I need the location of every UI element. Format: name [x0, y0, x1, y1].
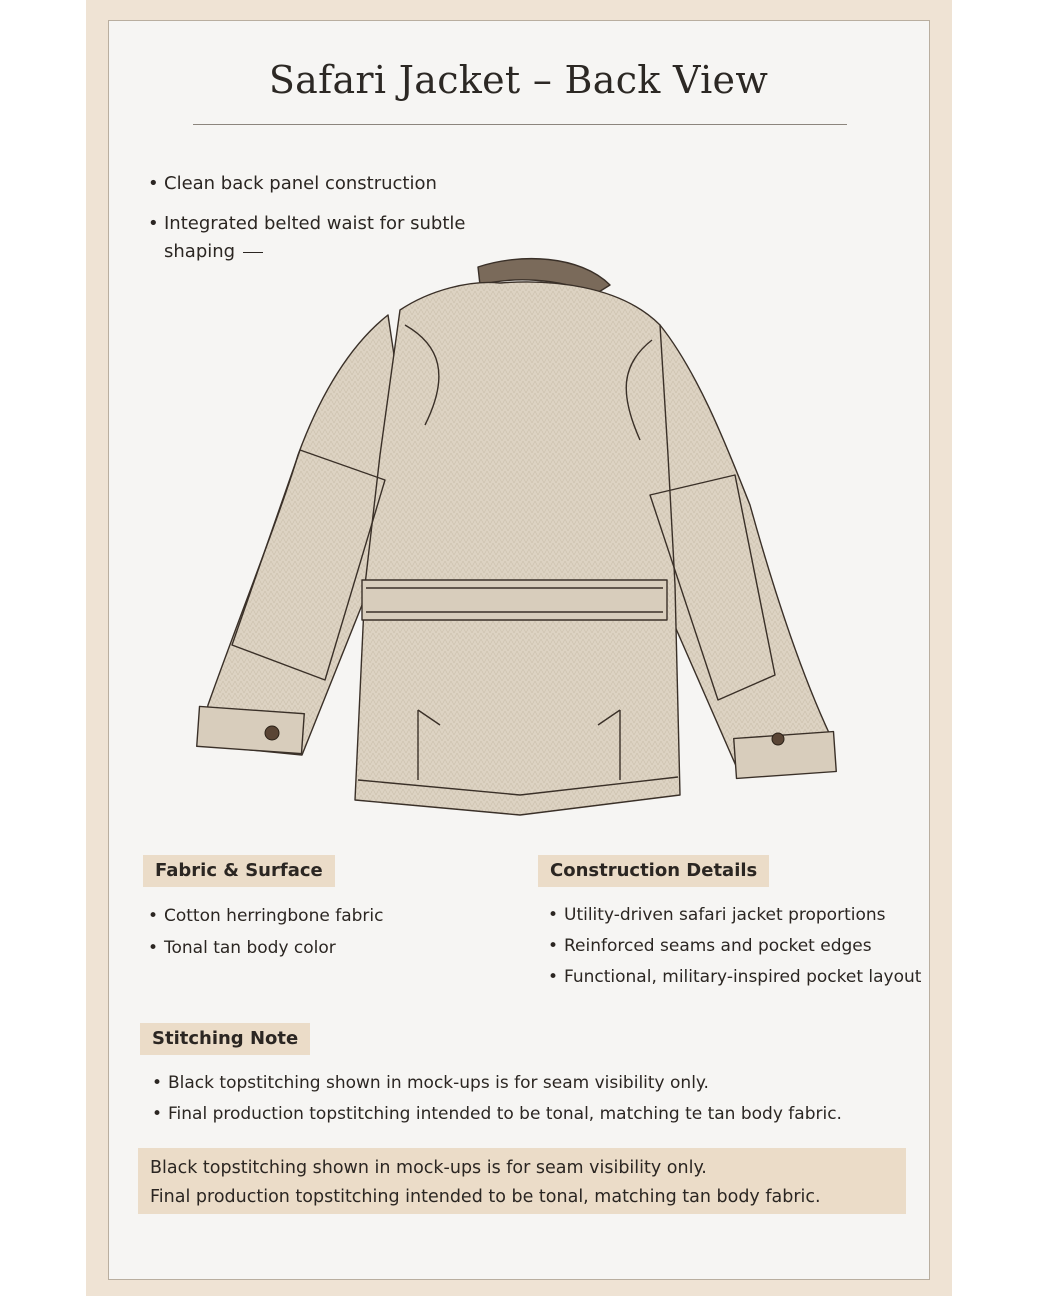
jacket-back-illustration — [190, 255, 840, 825]
fabric-section-heading: Fabric & Surface — [143, 855, 335, 887]
construction-bullet: • Functional, military-inspired pocket layout — [548, 962, 921, 993]
fabric-bullet: • Cotton herringbone fabric — [148, 900, 383, 932]
leader-line — [243, 252, 263, 253]
right-cuff — [734, 732, 837, 779]
title-divider — [193, 124, 847, 125]
stitching-section-heading: Stitching Note — [140, 1023, 310, 1055]
waist-belt — [362, 580, 667, 620]
fabric-bullet: • Tonal tan body color — [148, 932, 383, 964]
stitching-bullet: • Black topstitching shown in mock-ups is for seam visibility only. — [152, 1068, 842, 1099]
left-cuff — [197, 706, 305, 753]
construction-bullet-list — [548, 900, 921, 993]
note-line: Final production topstitching intended to be tonal, matching tan body fabric. — [150, 1187, 821, 1207]
cuff-button — [772, 733, 784, 745]
fabric-bullet-list — [148, 900, 383, 964]
construction-bullet: • Utility-driven safari jacket proportions — [548, 900, 921, 931]
stitching-bullet: • Final production topstitching intended to be tonal, matching te tan body fabric. — [152, 1099, 842, 1130]
intro-bullet-text: Clean back panel construction — [164, 173, 437, 194]
construction-bullet: • Reinforced seams and pocket edges — [548, 931, 921, 962]
page-title: Safari Jacket – Back View — [268, 58, 769, 102]
stitching-note-box — [138, 1148, 906, 1214]
note-line: Black topstitching shown in mock-ups is for seam visibility only. — [150, 1158, 707, 1178]
stitching-bullet-list — [152, 1068, 842, 1130]
intro-bullet — [148, 170, 478, 198]
jacket-body — [355, 282, 680, 815]
cuff-button — [265, 726, 279, 740]
intro-bullet-text: Integrated belted waist for subtle shaping — [164, 213, 466, 262]
construction-section-heading: Construction Details — [538, 855, 769, 887]
